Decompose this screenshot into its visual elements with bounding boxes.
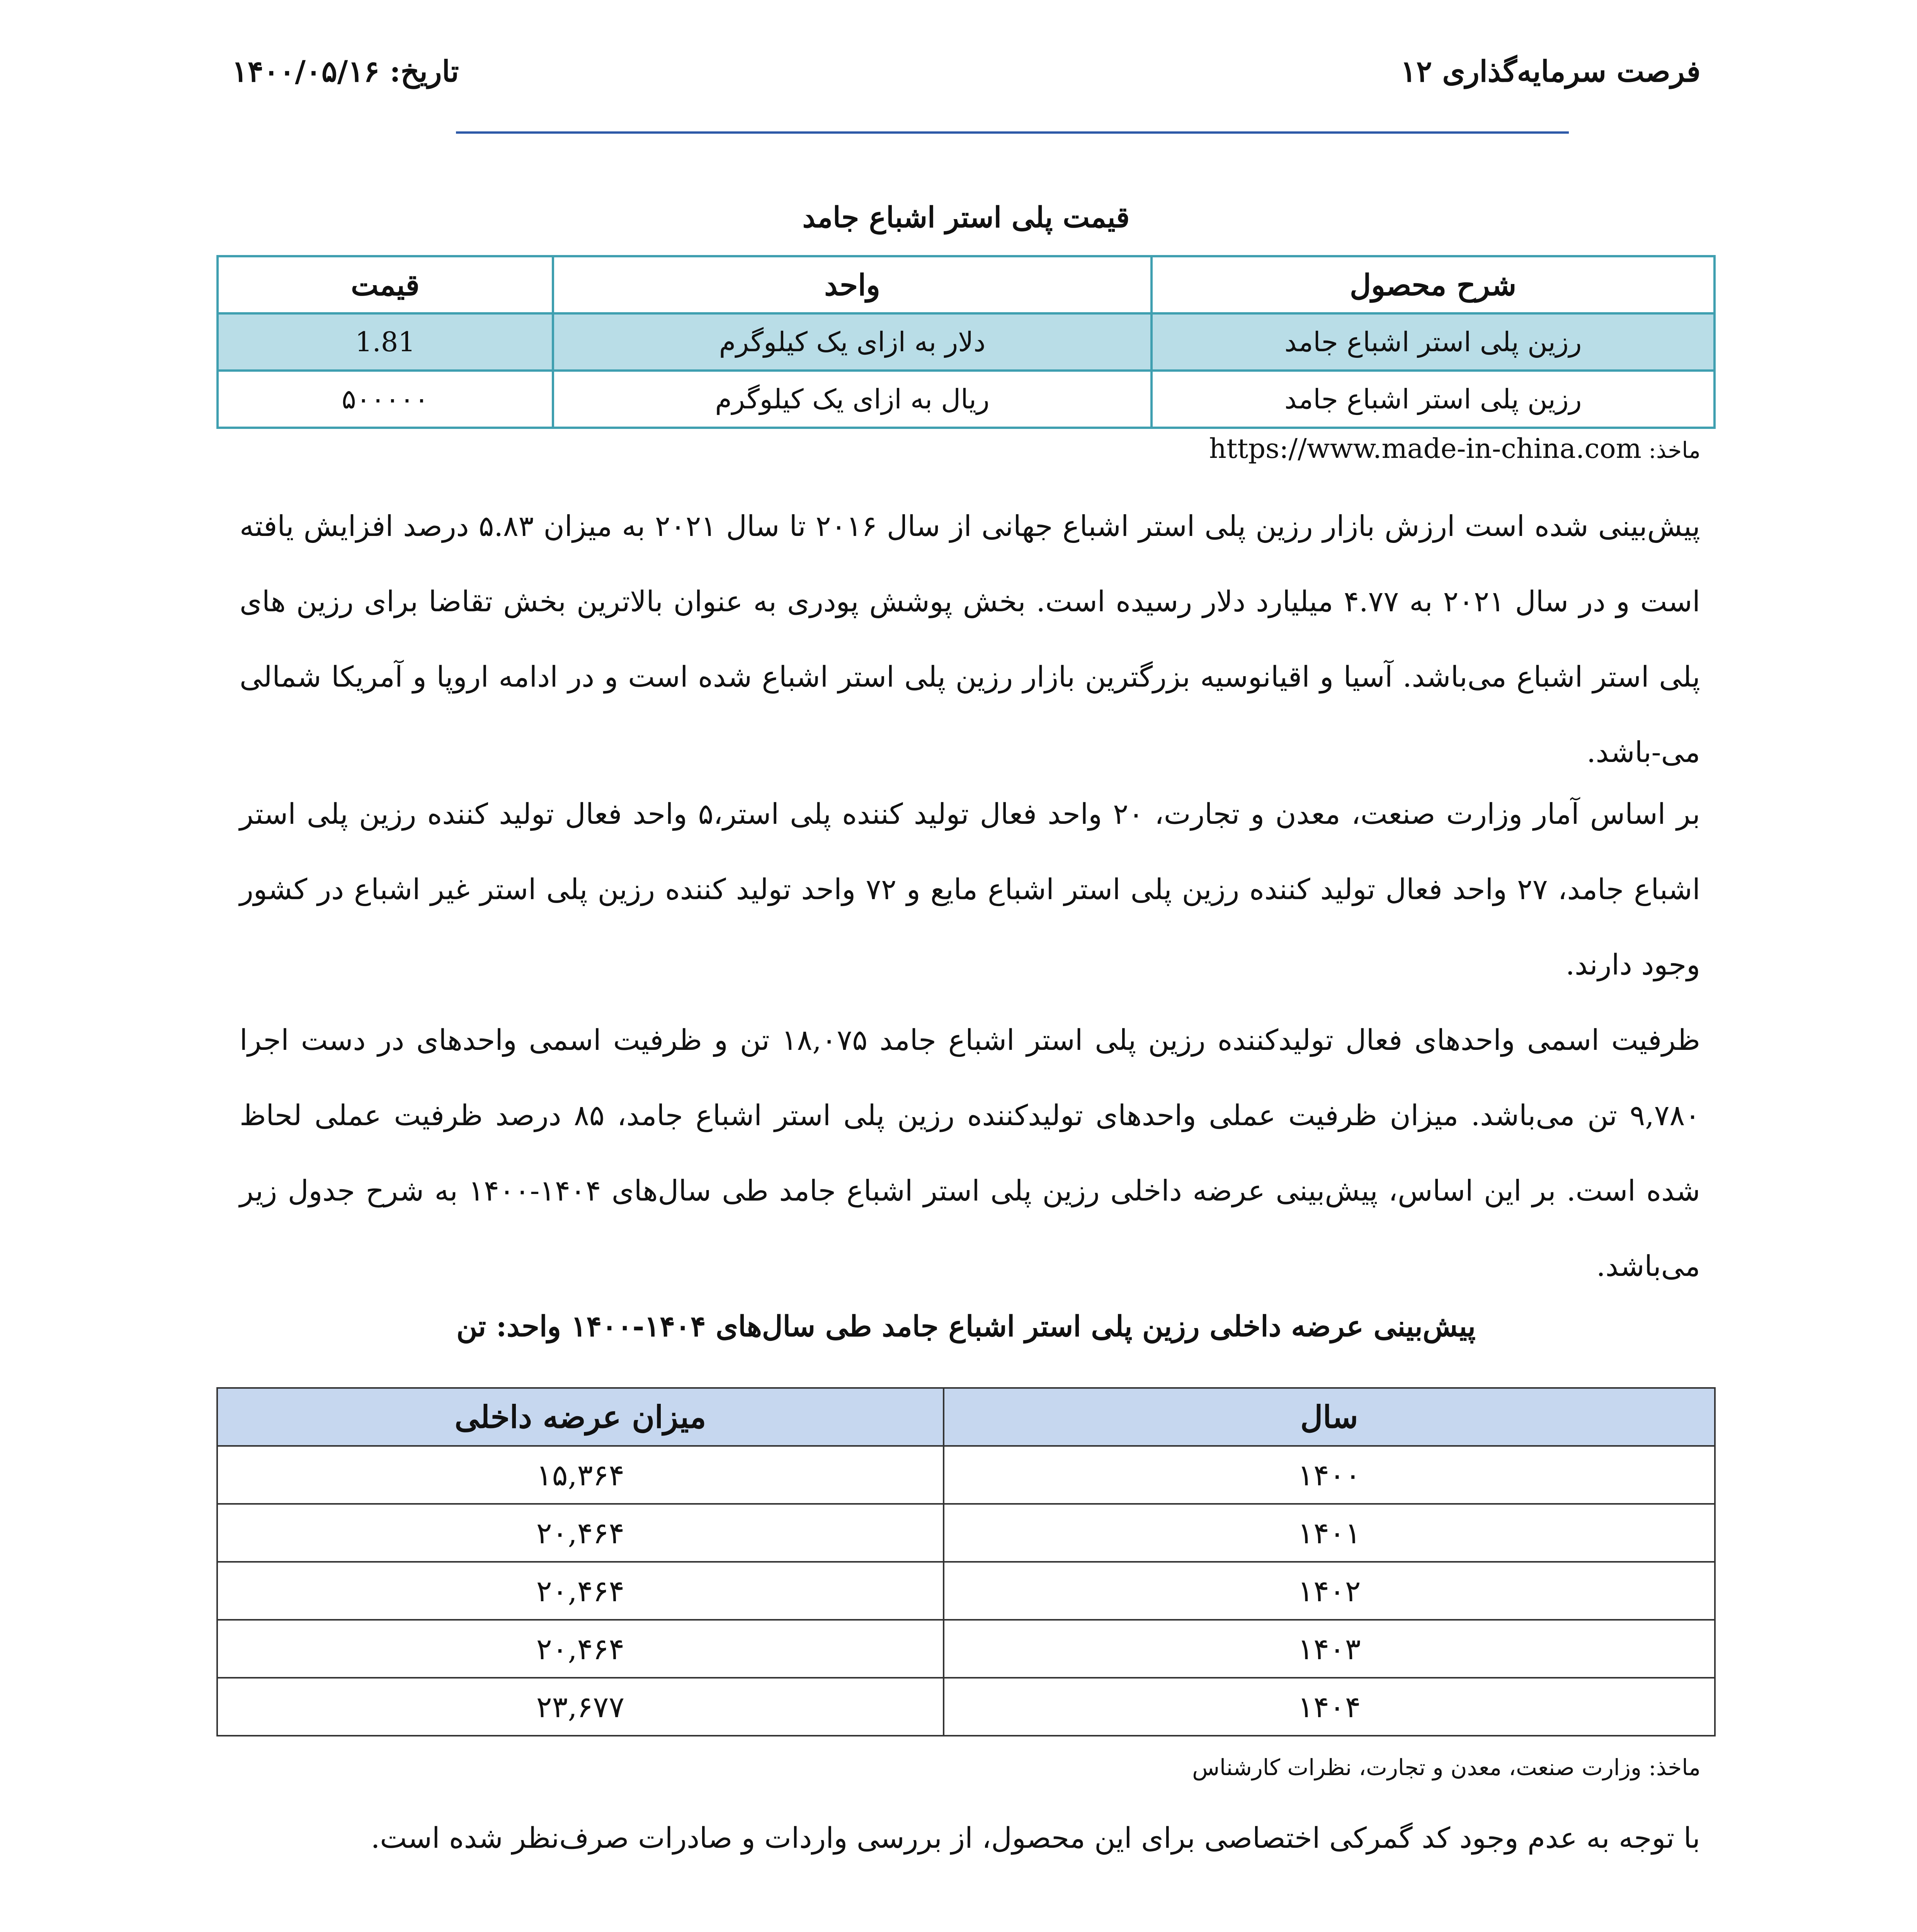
header-divider: [456, 131, 1569, 134]
supply-cell-year: ۱۴۰۲: [944, 1562, 1715, 1620]
table-row: [217, 1504, 1715, 1562]
price-table-header-description: شرح محصول: [1152, 256, 1715, 313]
supply-table-title: پیش‌بینی عرضه داخلی رزین پلی استر اشباع جامد طی سال‌های ۱۴۰۴-۱۴۰۰ واحد: تن: [456, 1310, 1476, 1343]
price-cell-description: رزین پلی استر اشباع جامد: [1152, 371, 1715, 428]
supply-table-source: ماخذ: وزارت صنعت، معدن و تجارت، نظرات کارشناس: [1192, 1754, 1701, 1781]
supply-cell-amount: ۱۵,۳۶۴: [217, 1446, 944, 1504]
price-table-header-row: [218, 256, 1715, 313]
table-row: [218, 313, 1715, 371]
price-table-header-unit: واحد: [553, 256, 1152, 313]
paragraph-market: پیش‌بینی شده است ارزش بازار رزین پلی استر اشباع جهانی از سال ۲۰۱۶ تا سال ۲۰۲۱ به میزان ۵.۸۳ درصد افزایش یافته است و در سال ۲۰۲۱ به ۴.۷۷ میلیارد دلار رسیده است. بخش پوشش پودری به عنوان بالاترین بخش تقاضا برای رزین های پلی استر اشباع می‌باشد. آسیا و اقیانوسیه بزرگترین بازار رزین پلی استر اشباع شده است و در ادامه اروپا و آمریکا شمالی می-باشد.: [240, 510, 1700, 769]
supply-table-header-year: سال: [944, 1388, 1715, 1446]
supply-cell-amount: ۲۳,۶۷۷: [217, 1678, 944, 1736]
supply-cell-amount: ۲۰,۴۶۴: [217, 1562, 944, 1620]
table-row: [217, 1562, 1715, 1620]
supply-cell-year: ۱۴۰۳: [944, 1620, 1715, 1678]
table-row: [217, 1446, 1715, 1504]
supply-table-header-amount: میزان عرضه داخلی: [217, 1388, 944, 1446]
document-title: فرصت سرمایه‌گذاری ۱۲: [1400, 54, 1701, 88]
price-cell-unit: دلار به ازای یک کیلوگرم: [553, 313, 1152, 371]
document-date: تاریخ: ۱۴۰۰/۰۵/۱۶: [232, 54, 459, 88]
table-row: [218, 371, 1715, 428]
price-table-header-price: قیمت: [218, 256, 553, 313]
paragraph-capacity: ظرفیت اسمی واحدهای فعال تولیدکننده رزین پلی استر اشباع جامد ۱۸,۰۷۵ تن و ظرفیت اسمی واحدهای در دست اجرا ۹,۷۸۰ تن می‌باشد. میزان ظرفیت عملی واحدهای تولیدکننده رزین پلی استر اشباع جامد، ۸۵ درصد ظرفیت عملی لحاظ شده است. بر این اساس، پیش‌بینی عرضه داخلی رزین پلی استر اشباع جامد طی سال‌های ۱۴۰۴-۱۴۰۰ به شرح جدول زیر می‌باشد.: [240, 1024, 1700, 1283]
supply-table-header-row: [217, 1388, 1715, 1446]
price-table-source: [1209, 433, 1701, 464]
table-row: [217, 1620, 1715, 1678]
source-label: ماخذ:: [1648, 437, 1701, 463]
price-cell-value: ۵۰۰۰۰۰: [218, 371, 553, 428]
price-table-title: قیمت پلی استر اشباع جامد: [802, 201, 1130, 234]
paragraph-customs: با توجه به عدم وجود کد گمرکی اختصاصی برای این محصول، از بررسی واردات و صادرات صرف‌نظر شده است.: [371, 1821, 1700, 1855]
supply-cell-year: ۱۴۰۰: [944, 1446, 1715, 1504]
price-cell-unit: ریال به ازای یک کیلوگرم: [553, 371, 1152, 428]
table-row: [217, 1678, 1715, 1736]
supply-cell-amount: ۲۰,۴۶۴: [217, 1620, 944, 1678]
supply-cell-year: ۱۴۰۴: [944, 1678, 1715, 1736]
source-url: https://www.made-in-china.com: [1209, 433, 1641, 464]
price-table: [216, 255, 1716, 429]
supply-table: [216, 1387, 1716, 1736]
supply-cell-year: ۱۴۰۱: [944, 1504, 1715, 1562]
supply-cell-amount: ۲۰,۴۶۴: [217, 1504, 944, 1562]
price-cell-description: رزین پلی استر اشباع جامد: [1152, 313, 1715, 371]
price-cell-value: 1.81: [218, 313, 553, 371]
paragraph-producers: بر اساس آمار وزارت صنعت، معدن و تجارت، ۲۰ واحد فعال تولید کننده پلی استر،۵ واحد فعال تولید کننده رزین پلی استر اشباع جامد، ۲۷ واحد فعال تولید کننده رزین پلی استر اشباع مایع و ۷۲ واحد تولید کننده رزین پلی استر غیر اشباع در کشور وجود دارند.: [240, 798, 1700, 981]
